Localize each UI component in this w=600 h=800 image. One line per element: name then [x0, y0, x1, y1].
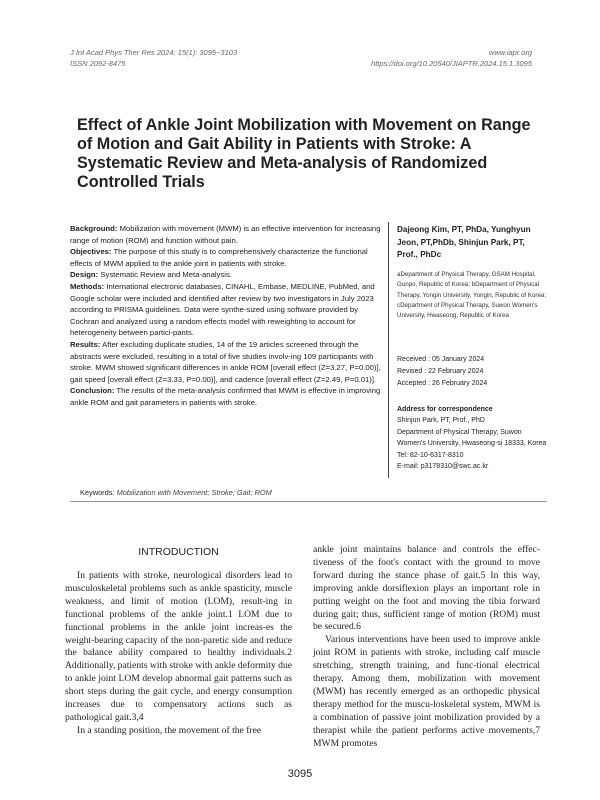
journal-citation: [70, 47, 237, 69]
intro-left-column: [65, 570, 292, 738]
correspondence-address: Department of Physical Therapy, Suwon Women's University, Hwaseong-si 18333, Korea: [397, 428, 547, 448]
objectives-text: The purpose of this study is to comprehensively characterize the functional effects of MWM applied to the ankle joint in patients with stroke.: [70, 247, 368, 268]
keywords: [80, 488, 272, 497]
abstract: [70, 223, 381, 409]
background-text: Mobilization with movement (MWM) is an effective intervention for increasing range of motion (ROM) and function without pain.: [70, 224, 381, 245]
issn: ISSN 2092-8475: [70, 59, 126, 68]
received-date: Received : 05 January 2024: [397, 356, 485, 363]
intro-right-column: [313, 544, 540, 751]
background-label: Background:: [70, 224, 118, 233]
accepted-date: Accepted : 26 February 2024: [397, 379, 488, 387]
journal-name: J Int Acad Phys Ther Res 2024; 15(1): 3095~3103: [70, 48, 238, 57]
keywords-text: Mobilization with Movement; Stroke; Gait; ROM: [116, 488, 272, 497]
conclusion-text: The results of the meta-analysis confirmed that MWM is effective in improving ankle ROM and gait parameters in patients with stroke.: [70, 386, 381, 407]
methods-label: Methods:: [70, 281, 105, 291]
intro-paragraph: In a standing position, the movement of the free: [77, 724, 262, 736]
affiliations: aDepartment of Physical Therapy, GSAM Hospital, Gunpo, Republic of Korea; bDepartment of Physical Therapy, Yongin University, Yongin, Republic of Korea; cDepartment of Physical Therapy, Suwon Women's University, Hwaseong, Republic of Korea: [397, 271, 547, 320]
intro-paragraph: Various interventions have been used to improve ankle joint ROM in patients with stroke, including calf muscle stretching, strength training, and func-tional electrical therapy. Among them, mobilization with movement (MWM) has recently emerged as an orthopedic physical therapy method for the muscu-loskeletal system, MWM is a combination of passive joint mobilization provided by a therapist while the patient performs active movements,7 MWM promotes: [313, 634, 540, 749]
methods-text: International electronic databases, CINAHL, Embase, MEDLINE, PubMed, and Google scholar were included and identified after review by two investigators in July 2023 according to PRISMA guidelines. Data were synthe-sized using software provided by Cochran and analyzed using a random effects model with reweighting to account for heterogeneity between partici-pants.: [70, 281, 375, 338]
design-text: Systematic Review and Meta-analysis.: [100, 270, 232, 280]
abstract-divider: [70, 501, 547, 502]
correspondence-name: Shinjun Park, PT, Prof., PhD: [397, 417, 485, 425]
objectives-label: Objectives:: [70, 247, 112, 257]
correspondence-email[interactable]: E-mail: p3178310@swc.ac.kr: [397, 463, 489, 471]
journal-website[interactable]: www.iapr.org: [488, 48, 532, 57]
revised-date: Revised : 22 February 2024: [397, 367, 484, 375]
design-label: Design:: [70, 270, 99, 280]
author-list: Dajeong Kim, PT, PhDa, Yunghyun Jeon, PT,PhDb, Shinjun Park, PT, Prof., PhDc: [397, 225, 531, 259]
doi-link[interactable]: https://doi.org/10.20540/JIAPTR.2024.15.1.3095: [371, 59, 532, 68]
journal-links: [371, 47, 532, 69]
section-heading-introduction: INTRODUCTION: [138, 546, 219, 558]
correspondence: [397, 404, 549, 472]
intro-paragraph: ankle joint maintains balance and controls the effec-tiveness of the foot's contact with the ground to move forward during the stance phase of gait.5 In this way, improving ankle dorsiflexion plays an important role in putting weight on the foot and moving the tibia forward during gait; thus, sufficient range of motion (ROM) must be secured.6: [313, 544, 540, 633]
column-divider: [388, 222, 389, 478]
conclusion-label: Conclusion:: [70, 386, 115, 396]
correspondence-heading: Address for correspondence: [397, 406, 493, 413]
intro-paragraph: In patients with stroke, neurological disorders lead to musculoskeletal problems such as ankle spasticity, muscle weakness, and limit of motion (LOM), result-ing in functional problems of the ankle joint.1 LOM due to functional problems in the ankle joint increas-es the weight-bearing capacity of the non-paretic side and reduce the balance ability compared to healthy individuals.2 Additionally, patients with stroke with ankle deformity due to ankle joint LOM develop abnormal gait patterns such as short steps during the gait cycle, and energy consumption increases due to compensatory actions such as pathological gait.3,4: [65, 570, 292, 723]
page-number: 3095: [287, 768, 313, 780]
results-label: Results:: [70, 339, 101, 349]
correspondence-tel: Tel: 82-10-6317-8310: [397, 451, 464, 459]
article-dates: [397, 354, 547, 389]
paper-title: Effect of Ankle Joint Mobilization with Movement on Range of Motion and Gait Ability in Patients with Stroke: A Systematic Review and Meta-analysis of Randomized Controlled Trials: [77, 116, 531, 191]
keywords-label: Keywords:: [80, 488, 115, 497]
results-text: After excluding duplicate studies, 14 of the 19 articles screened through the abstracts were excluded, resulting in a total of five studies involv-ing 109 participants with stroke. MWM showed significant differences in ankle ROM [overall effect (Z=3.27, P=0.00)], gait speed [overall effect (Z=3.33, P=0.00)], and cadence [overall effect (Z=2.49, P=0.01)].: [70, 339, 381, 384]
